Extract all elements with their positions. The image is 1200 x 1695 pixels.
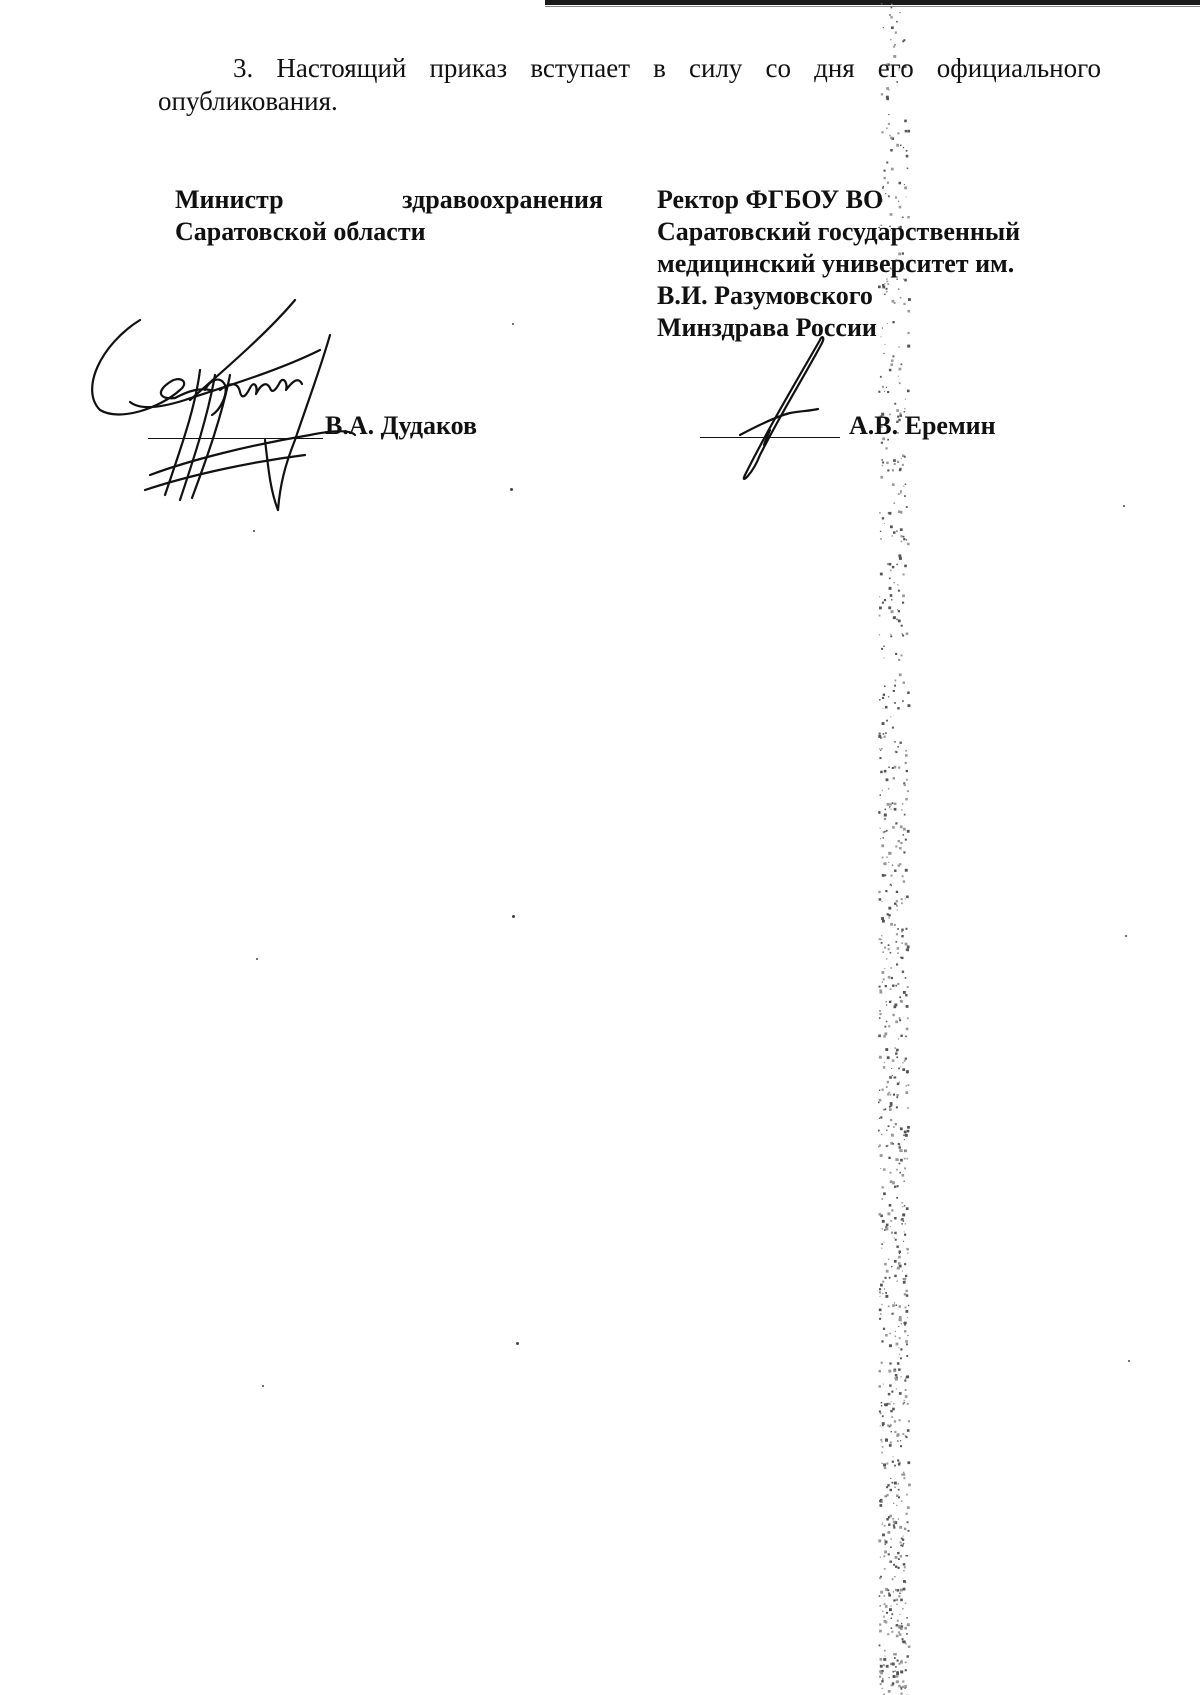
right-signatory-name: А.В. Еремин — [849, 411, 996, 440]
top-edge-rule-thin — [545, 6, 1200, 7]
scan-dust — [262, 1385, 264, 1387]
right-title-line-4: В.И. Разумовского — [657, 281, 873, 310]
left-signatory-name: В.А. Дудаков — [325, 411, 478, 440]
scan-dust — [512, 323, 514, 325]
left-title-line-2: Саратовской области — [175, 217, 426, 246]
right-title-line-5: Минздрава России — [657, 313, 877, 342]
right-title-line-3: медицинский университет им. — [657, 249, 1015, 278]
scan-dust — [253, 530, 255, 532]
right-handwritten-signature — [730, 335, 840, 485]
scan-dust — [256, 958, 258, 960]
scan-dust — [1128, 1360, 1130, 1362]
top-edge-rule — [545, 0, 1200, 5]
paragraph-line-2: опубликования. — [158, 86, 338, 116]
right-title-line-1: Ректор ФГБОУ ВО — [657, 185, 884, 214]
order-paragraph — [158, 52, 1101, 118]
left-title-line-1: Министр здравоохранения — [175, 185, 603, 214]
scan-dust — [1125, 935, 1127, 937]
right-signatory-title — [657, 184, 1087, 344]
scan-dust — [510, 488, 513, 491]
scan-dust — [1123, 505, 1125, 507]
left-signatory-title — [175, 184, 603, 248]
scan-dust — [512, 915, 515, 918]
right-title-line-2: Саратовский государственный — [657, 217, 1021, 246]
left-handwritten-signature — [80, 290, 380, 520]
scan-dust — [516, 1342, 519, 1345]
paragraph-line-1: 3. Настоящий приказ вступает в силу со дня его официального — [233, 53, 1101, 83]
